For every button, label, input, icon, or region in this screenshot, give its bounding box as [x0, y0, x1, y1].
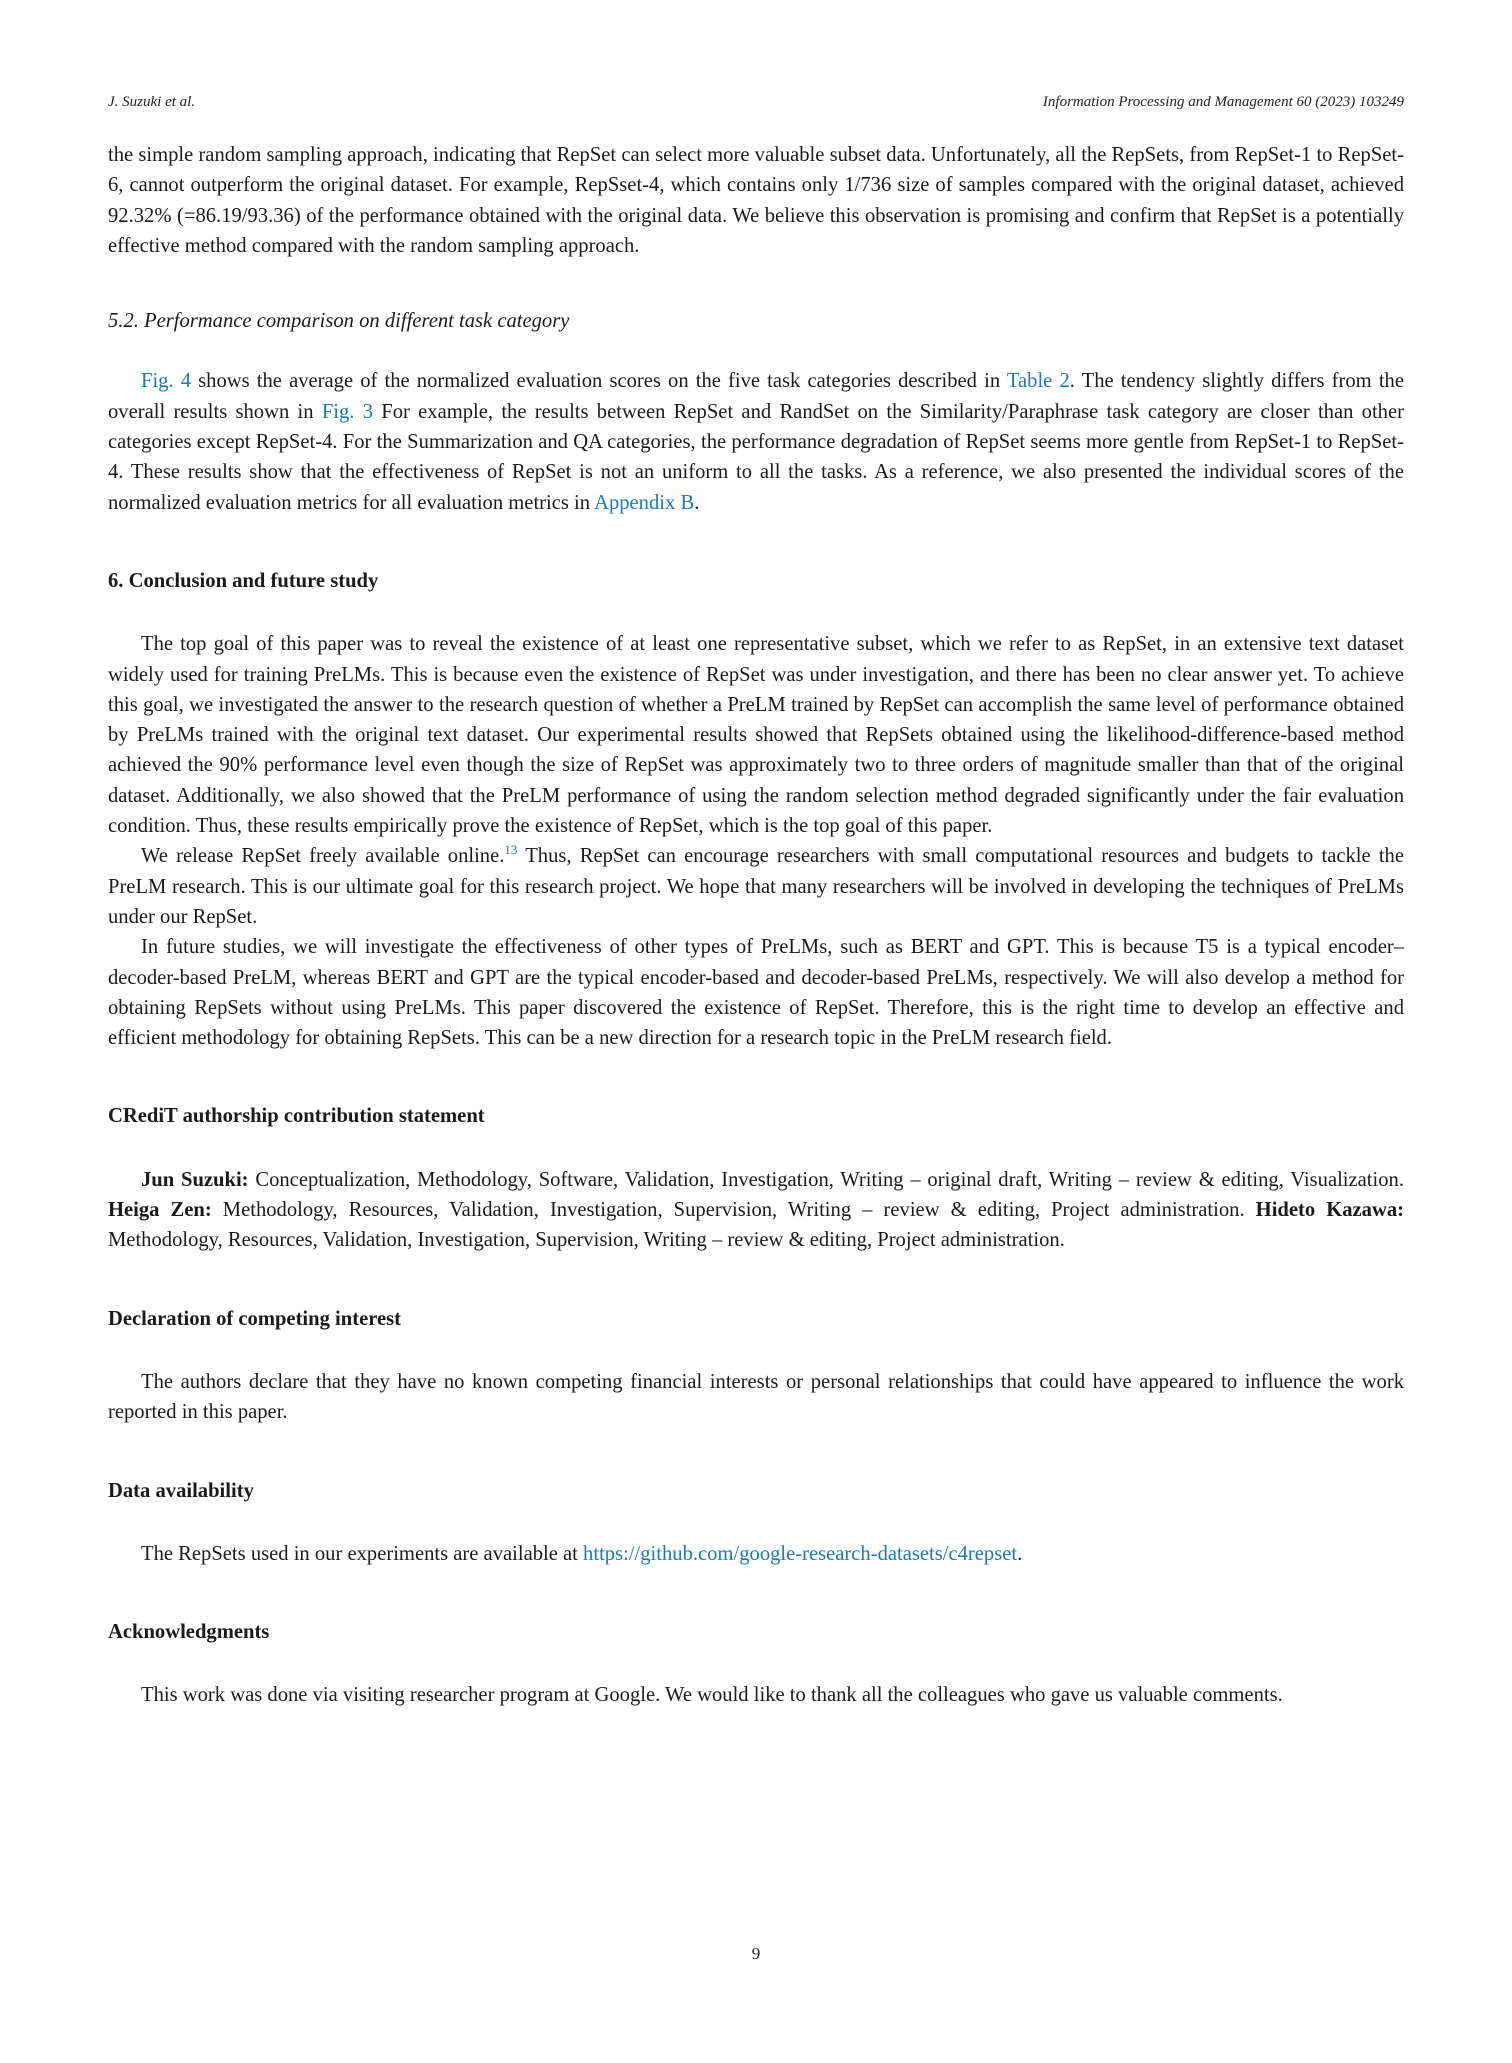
paragraph-6-2: [108, 841, 1404, 932]
text-span: shows the average of the normalized evaluation scores on the five task categories described in: [191, 370, 1007, 393]
text-span: . The tendency slightly differs from the overall results shown in: [108, 370, 1404, 423]
fig3-link[interactable]: Fig. 3: [321, 400, 374, 423]
appendix-b-link[interactable]: Appendix B: [594, 491, 695, 514]
section-5-2-heading: 5.2. Performance comparison on different task category: [108, 310, 570, 333]
repset-url-link[interactable]: https://github.com/google-research-datasets/c4repset: [583, 1542, 1018, 1565]
running-header: [108, 94, 1404, 116]
text-span: The RepSets used in our experiments are available at: [141, 1542, 584, 1565]
fig4-link[interactable]: Fig. 4: [141, 370, 192, 393]
text-span: .: [1017, 1542, 1023, 1565]
paragraph-5-2: [108, 366, 1404, 517]
paragraph-6-3: In future studies, we will investigate the effectiveness of other types of PreLMs, such as BERT and GPT. This is because T5 is a typical encoder–decoder-based PreLM, whereas BERT and GPT are the typical encoder-based and decoder-based PreLMs, respectively. We will also develop a method for obtaining RepSets without using PreLMs. This paper discovered the existence of RepSet. Therefore, this is the right time to develop an effective and efficient methodology for obtaining RepSets. This can be a new direction for a research topic in the PreLM research field.: [108, 936, 1404, 1050]
paragraph-intro: the simple random sampling approach, indicating that RepSet can select more valuable subset data. Unfortunately, all the RepSets, from RepSet-1 to RepSet-6, cannot outperform the original dataset. For example, RepSset-4, which contains only 1/736 size of samples compared with the original dataset, achieved 92.32% (=86.19/93.36) of the performance obtained with the original data. We believe this observation is promising and confirm that RepSet is a potentially effective method compared with the random sampling approach.: [108, 144, 1404, 257]
text-span: Methodology, Resources, Validation, Investigation, Supervision, Writing – review & editing, Project administration.: [211, 1199, 1256, 1222]
text-span: Methodology, Resources, Validation, Investigation, Supervision, Writing – review & editing, Project administration.: [108, 1229, 1065, 1252]
credit-paragraph: [108, 1165, 1404, 1256]
author-name-kazawa: Hideto Kazawa:: [1255, 1199, 1404, 1222]
author-name-suzuki: Jun Suzuki:: [141, 1168, 249, 1191]
credit-heading: CRediT authorship contribution statement: [108, 1105, 485, 1128]
data-availability-heading: Data availability: [108, 1479, 254, 1502]
paragraph-6-1: The top goal of this paper was to reveal the existence of at least one representative subset, which we refer to as RepSet, in an extensive text dataset widely used for training PreLMs. This is because even the existence of RepSet was under investigation, and there has been no clear answer yet. To achieve this goal, we investigated the answer to the research question of whether a PreLM trained by RepSet can accomplish the same level of performance obtained by PreLMs trained with the original text dataset. Our experimental results showed that RepSets obtained using the likelihood-difference-based method achieved the 90% performance level even though the size of RepSet was approximately two to three orders of magnitude smaller than that of the original dataset. Additionally, we also showed that the PreLM performance of using the random selection method degraded significantly under the fair evaluation condition. Thus, these results empirically prove the existence of RepSet, which is the top goal of this paper.: [108, 633, 1404, 838]
section-6-heading: 6. Conclusion and future study: [108, 569, 379, 592]
page-number: 9: [751, 1944, 761, 1963]
text-span: For example, the results between RepSet and RandSet on the Similarity/Paraphrase task category are closer than other categories except RepSet-4. For the Summarization and QA categories, the performance degradation of RepSet seems more gentle from RepSet-1 to RepSet-4. These results show that the effectiveness of RepSet is not an uniform to all the tasks. As a reference, we also presented the individual scores of the normalized evaluation metrics for all evaluation metrics in: [108, 400, 1404, 514]
acknowledgments-paragraph: This work was done via visiting researcher program at Google. We would like to thank all the colleagues who gave us valuable comments.: [141, 1684, 1283, 1707]
footnote-13-link[interactable]: 13: [504, 842, 518, 858]
author-name-zen: Heiga Zen:: [108, 1199, 212, 1222]
text-span: Conceptualization, Methodology, Software, Validation, Investigation, Writing – original draft, Writing – review & editing, Visualization.: [248, 1168, 1404, 1191]
competing-interest-heading: Declaration of competing interest: [108, 1307, 402, 1330]
acknowledgments-heading: Acknowledgments: [108, 1621, 270, 1644]
data-availability-paragraph: [108, 1539, 1404, 1569]
text-span: .: [694, 491, 700, 514]
header-journal: Information Processing and Management 60 (2023) 103249: [1042, 94, 1404, 110]
text-span: We release RepSet freely available online.: [141, 845, 505, 868]
header-authors: J. Suzuki et al.: [108, 94, 196, 110]
table2-link[interactable]: Table 2: [1006, 370, 1070, 393]
competing-interest-paragraph: The authors declare that they have no known competing financial interests or personal relationships that could have appeared to influence the work reported in this paper.: [108, 1370, 1404, 1424]
body-text: [108, 140, 1404, 1711]
text-span: Thus, RepSet can encourage researchers with small computational resources and budgets to tackle the PreLM research. This is our ultimate goal for this research project. We hope that many researchers will be involved in developing the techniques of PreLMs under our RepSet.: [108, 845, 1404, 928]
